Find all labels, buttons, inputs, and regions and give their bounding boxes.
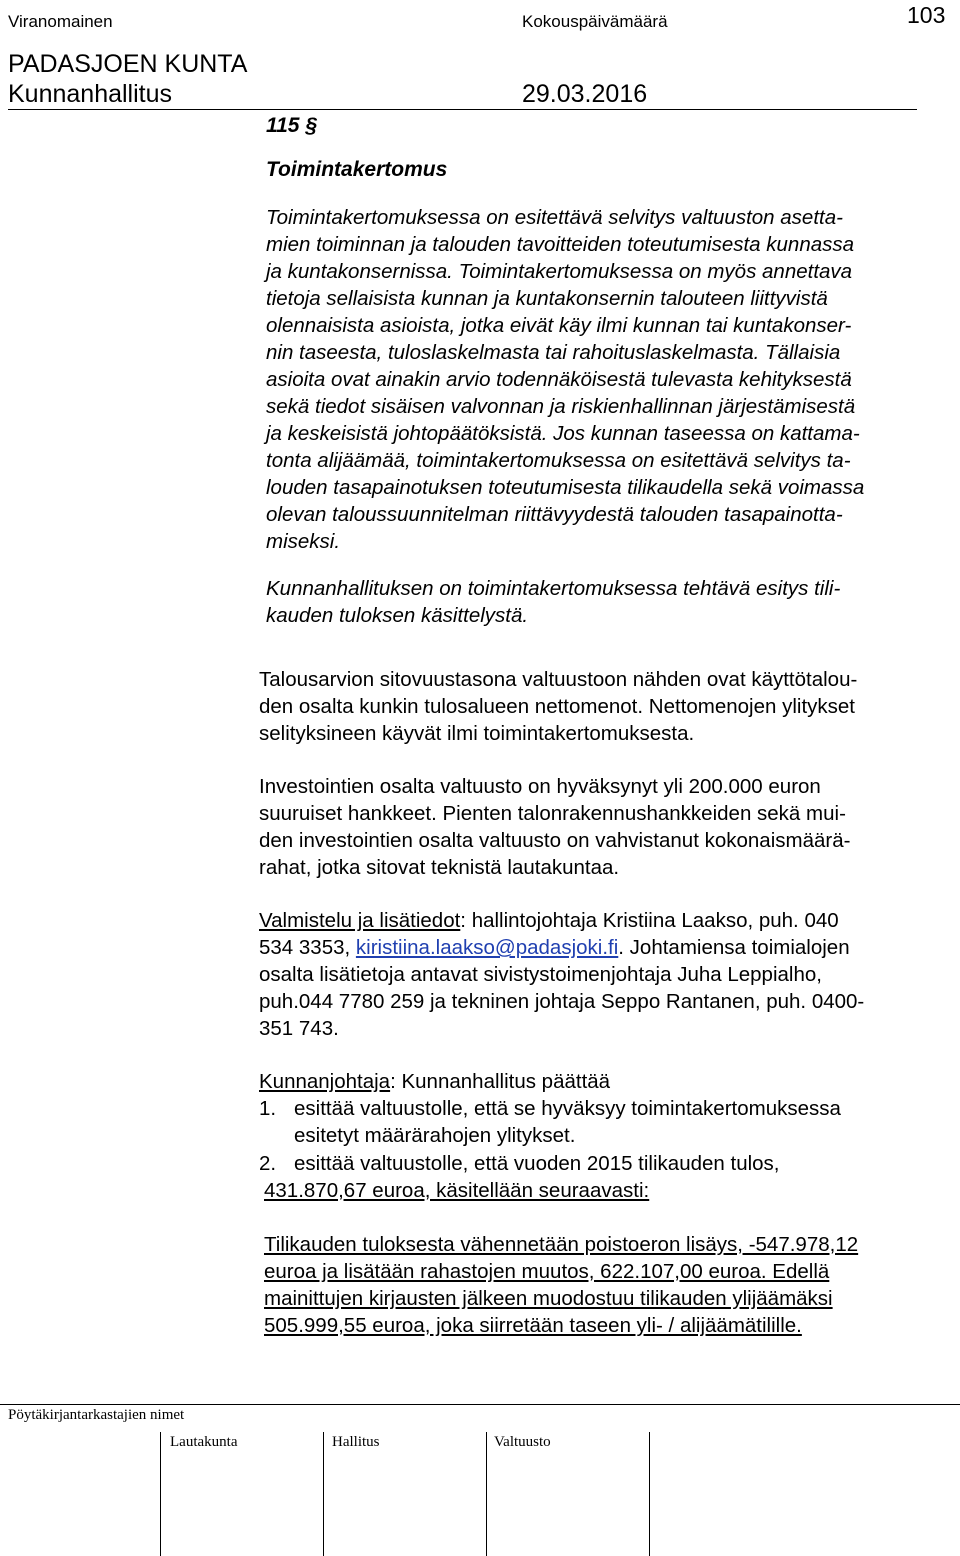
text-fragment: . Johtamiensa toimialojen — [618, 936, 850, 959]
text-line: louden tasapainotuksen toteutumisesta tilikaudella sekä voimassa — [266, 476, 865, 499]
text-line: olevan taloussuunnitelman riittävyydestä talouden tasapainotta- — [266, 503, 843, 526]
column-divider — [323, 1432, 324, 1556]
meeting-date: 29.03.2016 — [522, 80, 648, 108]
text-line: ja keskeisistä johtopäätöksistä. Jos kunnan taseessa on kattama- — [266, 422, 860, 445]
section-symbol: § — [305, 114, 318, 137]
text-line: sekä tiedot sisäisen valvonnan ja riskienhallinnan järjestämisestä — [266, 395, 856, 418]
text-line: miseksi. — [266, 530, 341, 553]
email-link[interactable]: kiristiina.laakso@padasjoki.fi — [355, 936, 619, 959]
text-line: Talousarvion sitovuustasona valtuustoon nähden ovat käyttötalou- — [259, 668, 858, 691]
text-line: tietoja sellaisista kunnan ja kuntakonsernin talouteen liittyvistä — [266, 287, 828, 310]
header-divider — [8, 109, 917, 110]
text-line: den investointien osalta valtuusto on vahvistanut kokonaismäärä- — [259, 829, 851, 852]
text-line: esitetyt määrärahojen ylitykset. — [294, 1124, 576, 1147]
text-line: selityksineen käyvät ilmi toimintakertomuksesta. — [259, 722, 695, 745]
column-divider — [160, 1432, 161, 1556]
text-line: puh.044 7780 259 ja tekninen johtaja Seppo Rantanen, puh. 0400- — [259, 990, 865, 1013]
signer-column-government: Hallitus — [332, 1434, 380, 1450]
header-meeting-date-label: Kokouspäivämäärä — [522, 12, 668, 31]
text-line — [259, 934, 864, 961]
footer-divider — [0, 1404, 960, 1405]
text-line — [259, 1068, 610, 1095]
item-2-number: 2. — [259, 1152, 277, 1175]
text-line: tonta alijäämää, toimintakertomuksessa on esitettävä selvitys ta- — [266, 449, 851, 472]
text-line: nin taseesta, tuloslaskelmasta tai rahoituslaskelmasta. Tällaisia — [266, 341, 841, 364]
section-number — [266, 114, 317, 138]
text-line: Toimintakertomuksessa on esitettävä selvitys valtuuston asetta- — [266, 206, 843, 229]
item-1-number: 1. — [259, 1097, 277, 1120]
text-line: asioita ovat ainakin arvio todennäköisestä tulevasta kehityksestä — [266, 368, 852, 391]
text-line: mainittujen kirjausten jälkeen muodostuu tilikauden ylijäämäksi — [264, 1287, 833, 1310]
text-line: Tilikauden tuloksesta vähennetään poistoeron lisäys, -547.978,12 — [264, 1233, 859, 1256]
preparation-paragraph — [259, 907, 864, 1042]
preparation-label: Valmistelu ja lisätiedot — [259, 909, 461, 932]
proposal-heading — [259, 1068, 610, 1095]
section-title: Toimintakertomus — [266, 158, 448, 181]
header-authority-label: Viranomainen — [8, 12, 113, 31]
signer-column-council: Valtuusto — [494, 1434, 551, 1450]
text-line: 431.870,67 euroa, käsitellään seuraavasti: — [264, 1179, 650, 1202]
investments-paragraph — [259, 773, 850, 881]
text-line: 351 743. — [259, 1017, 339, 1040]
column-divider — [486, 1432, 487, 1556]
phone-number: 534 3353, — [259, 936, 356, 959]
text-line: Kunnanhallituksen on toimintakertomuksessa tehtävä esitys tili- — [266, 577, 841, 600]
signer-column-board: Lautakunta — [170, 1434, 238, 1450]
text-line: den osalta kunkin tulosalueen nettomenot. Nettomenojen ylitykset — [259, 695, 856, 718]
preparation-contact: : hallintojohtaja Kristiina Laakso, puh. 040 — [460, 909, 839, 932]
text-line: olennaisista asioista, jotka eivät käy ilmi kunnan tai kuntakonser- — [266, 314, 852, 337]
result-handling-paragraph — [264, 1231, 858, 1339]
text-line: suuruiset hankkeet. Pienten talonrakennushankkeiden sekä mui- — [259, 802, 846, 825]
text-line: rahat, jotka sitovat teknistä lautakuntaa. — [259, 856, 620, 879]
proposal-label: Kunnanjohtaja — [259, 1070, 391, 1093]
text-line: kauden tuloksen käsittelystä. — [266, 604, 529, 627]
proposal-item-2-cont — [264, 1177, 649, 1204]
budget-paragraph — [259, 666, 857, 747]
body-name: Kunnanhallitus — [8, 80, 173, 108]
organization-name: PADASJOEN KUNTA — [8, 50, 248, 78]
page-number: 103 — [907, 2, 946, 28]
intro-paragraph — [266, 204, 864, 555]
text-line: osalta lisätietoja antavat sivistystoimenjohtaja Juha Leppialho, — [259, 963, 822, 986]
text-line: Investointien osalta valtuusto on hyväksynyt yli 200.000 euron — [259, 775, 821, 798]
proposal-intro: : Kunnanhallitus päättää — [390, 1070, 611, 1093]
text-line: 505.999,55 euroa, joka siirretään taseen yli- / alijäämätilille. — [264, 1314, 802, 1337]
text-line: esittää valtuustolle, että vuoden 2015 tilikauden tulos, — [294, 1152, 780, 1175]
column-divider — [649, 1432, 650, 1556]
signers-label: Pöytäkirjantarkastajien nimet — [8, 1407, 185, 1423]
result-proposal-paragraph — [266, 575, 840, 629]
text-line: euroa ja lisätään rahastojen muutos, 622.107,00 euroa. Edellä — [264, 1260, 830, 1283]
proposal-item-1 — [294, 1095, 841, 1149]
text-line: esittää valtuustolle, että se hyväksyy toimintakertomuksessa — [294, 1097, 841, 1120]
text-line: mien toiminnan ja talouden tavoitteiden toteutumisesta kunnassa — [266, 233, 855, 256]
text-line — [259, 907, 864, 934]
section-number-value: 115 — [266, 114, 300, 137]
proposal-item-2 — [294, 1150, 780, 1177]
text-line: ja kuntakonsernissa. Toimintakertomuksessa on myös annettava — [266, 260, 853, 283]
